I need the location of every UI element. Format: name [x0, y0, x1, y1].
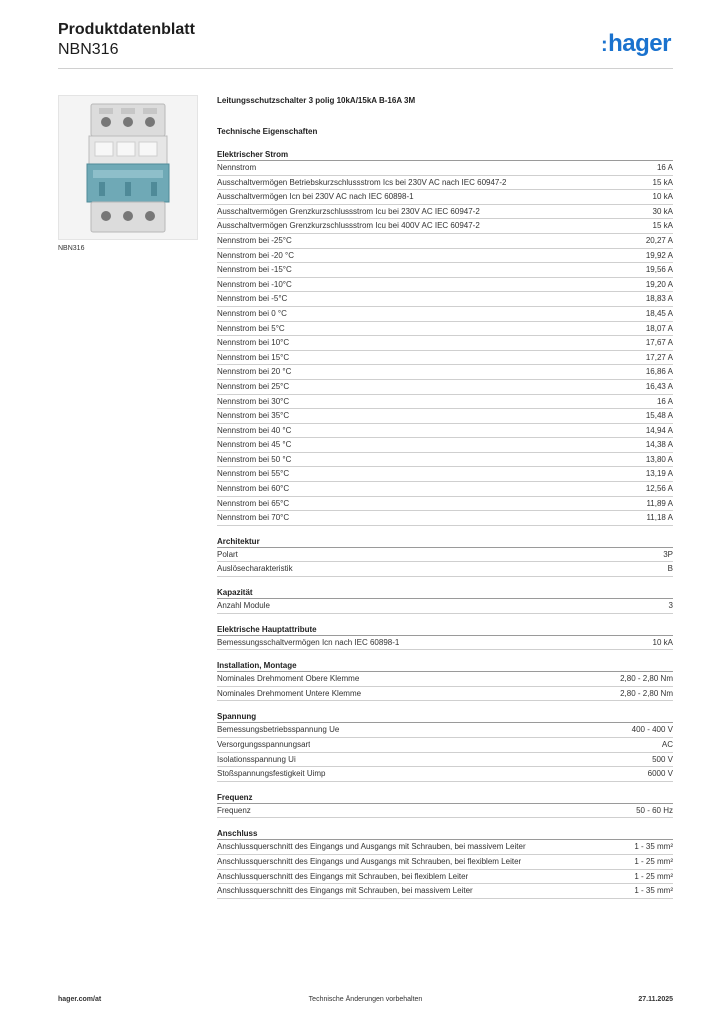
property-label: Nennstrom	[217, 163, 257, 172]
image-caption: NBN316	[58, 245, 85, 252]
property-label: Anzahl Module	[217, 601, 270, 611]
property-label: Nennstrom bei 60°C	[217, 484, 290, 494]
property-value: 14,38 A	[645, 440, 673, 450]
property-value: 19,20 A	[645, 279, 673, 289]
section-title: Spannung	[217, 711, 673, 723]
property-label: Anschlussquerschnitt des Eingangs und Ausgangs mit Schrauben, bei massivem Leiter	[217, 842, 526, 852]
property-row	[217, 599, 673, 614]
property-row	[217, 562, 673, 577]
property-label: Nennstrom bei 15°C	[217, 352, 290, 362]
property-label: Polart	[217, 549, 238, 559]
property-row	[217, 738, 673, 753]
property-row	[217, 855, 673, 870]
property-value: 400 - 400 V	[631, 725, 673, 735]
circuit-breaker-image	[59, 96, 197, 239]
property-row	[217, 176, 673, 191]
property-label: Anschlussquerschnitt des Eingangs mit Schrauben, bei flexiblem Leiter	[217, 871, 469, 881]
property-value: 16 A	[656, 163, 673, 172]
property-value: 19,56 A	[645, 265, 673, 275]
property-value: 10 kA	[652, 637, 673, 647]
property-value: 2,80 - 2,80 Nm	[620, 688, 673, 698]
property-value: 30 kA	[652, 206, 673, 216]
property-value: 16,86 A	[645, 367, 673, 377]
property-value: 13,19 A	[645, 469, 673, 479]
property-value: 17,27 A	[645, 352, 673, 362]
property-label: Nennstrom bei 5°C	[217, 323, 285, 333]
property-label: Frequenz	[217, 805, 251, 815]
hager-logo	[601, 30, 671, 58]
property-label: Nennstrom bei 65°C	[217, 498, 290, 508]
property-label: Ausschaltvermögen Grenzkurzschlussstrom Icu bei 230V AC IEC 60947-2	[217, 206, 480, 216]
property-label: Nennstrom bei -15°C	[217, 265, 292, 275]
properties-sections	[217, 149, 673, 899]
property-row	[217, 767, 673, 782]
property-value: 20,27 A	[645, 235, 673, 245]
section	[217, 149, 673, 526]
property-label: Stoßspannungsfestigkeit Uimp	[217, 769, 326, 779]
property-value: 10 kA	[652, 192, 673, 202]
property-row	[217, 307, 673, 322]
page-header	[58, 20, 673, 68]
section	[217, 587, 673, 614]
logo-dots-icon: :	[600, 34, 608, 56]
section-title: Elektrischer Strom	[217, 149, 673, 161]
property-label: Nominales Drehmoment Obere Klemme	[217, 674, 360, 684]
property-value: B	[667, 564, 673, 574]
property-row	[217, 263, 673, 278]
product-name: Leitungsschutzschalter 3 polig 10kA/15kA B-16A 3M	[217, 96, 416, 105]
property-label: Nennstrom bei 30°C	[217, 396, 290, 406]
property-row	[217, 351, 673, 366]
section-title: Installation, Montage	[217, 660, 673, 672]
property-label: Nennstrom bei 35°C	[217, 411, 290, 421]
document-title: Produktdatenblatt	[58, 21, 195, 38]
property-row	[217, 380, 673, 395]
property-value: 18,45 A	[645, 308, 673, 318]
property-value: 11,18 A	[646, 513, 673, 523]
property-row	[217, 884, 673, 899]
property-row	[217, 365, 673, 380]
property-value: 18,83 A	[645, 294, 673, 304]
property-row	[217, 804, 673, 819]
property-value: 1 - 35 mm²	[634, 842, 673, 852]
property-value: AC	[661, 740, 673, 749]
property-row	[217, 723, 673, 738]
property-value: 50 - 60 Hz	[636, 805, 673, 815]
property-row	[217, 205, 673, 220]
property-label: Nennstrom bei 10°C	[217, 338, 290, 348]
property-row	[217, 249, 673, 264]
section-title: Frequenz	[217, 792, 673, 804]
property-label: Nennstrom bei 45 °C	[217, 440, 292, 450]
property-row	[217, 234, 673, 249]
property-row	[217, 278, 673, 293]
footer-disclaimer: Technische Änderungen vorbehalten	[308, 996, 423, 1003]
property-label: Versorgungsspannungsart	[217, 740, 311, 749]
property-value: 16 A	[656, 396, 673, 406]
section	[217, 660, 673, 701]
property-row	[217, 636, 673, 651]
property-row	[217, 219, 673, 234]
property-row	[217, 511, 673, 526]
property-value: 12,56 A	[645, 484, 673, 494]
property-label: Bemessungsbetriebsspannung Ue	[217, 725, 340, 735]
property-row	[217, 322, 673, 337]
property-row	[217, 292, 673, 307]
footer-website: hager.com/at	[58, 996, 102, 1003]
property-label: Isolationsspannung Ui	[217, 754, 296, 764]
property-label: Bemessungsschaltvermögen Icn nach IEC 60898-1	[217, 637, 400, 647]
property-value: 1 - 25 mm²	[634, 856, 673, 866]
property-row	[217, 336, 673, 351]
property-value: 1 - 25 mm²	[634, 871, 673, 881]
property-value: 19,92 A	[645, 250, 673, 260]
property-value: 13,80 A	[645, 454, 673, 464]
property-row	[217, 840, 673, 855]
property-row	[217, 190, 673, 205]
property-label: Nennstrom bei 50 °C	[217, 454, 292, 464]
property-label: Nennstrom bei 40 °C	[217, 425, 292, 435]
section	[217, 536, 673, 577]
property-row	[217, 438, 673, 453]
property-value: 1 - 35 mm²	[634, 886, 673, 896]
section-title: Architektur	[217, 536, 673, 548]
property-value: 14,94 A	[645, 425, 673, 435]
technical-properties-heading: Technische Eigenschaften	[217, 127, 318, 136]
property-row	[217, 753, 673, 768]
product-image	[58, 95, 198, 240]
datasheet-content	[217, 96, 673, 909]
property-value: 3P	[663, 549, 673, 559]
property-label: Ausschaltvermögen Grenzkurzschlussstrom Icu bei 400V AC IEC 60947-2	[217, 221, 480, 231]
property-row	[217, 424, 673, 439]
property-label: Nennstrom bei -5°C	[217, 294, 288, 304]
header-divider	[58, 68, 673, 69]
property-row	[217, 467, 673, 482]
property-label: Nennstrom bei 70°C	[217, 513, 290, 523]
property-row	[217, 870, 673, 885]
property-value: 16,43 A	[645, 381, 673, 391]
section	[217, 828, 673, 898]
property-row	[217, 482, 673, 497]
property-row	[217, 409, 673, 424]
property-label: Auslösecharakteristik	[217, 564, 293, 574]
property-value: 2,80 - 2,80 Nm	[620, 674, 673, 684]
property-label: Anschlussquerschnitt des Eingangs mit Schrauben, bei massivem Leiter	[217, 886, 473, 896]
logo-text: hager	[608, 30, 671, 57]
section-title: Kapazität	[217, 587, 673, 599]
property-row	[217, 497, 673, 512]
property-value: 6000 V	[647, 769, 673, 779]
property-label: Ausschaltvermögen Icn bei 230V AC nach IEC 60898-1	[217, 192, 414, 202]
property-label: Nominales Drehmoment Untere Klemme	[217, 688, 362, 698]
property-row	[217, 687, 673, 702]
property-label: Nennstrom bei 0 °C	[217, 308, 287, 318]
property-value: 18,07 A	[645, 323, 673, 333]
section	[217, 624, 673, 651]
property-value: 15 kA	[652, 177, 673, 187]
property-label: Nennstrom bei 20 °C	[217, 367, 292, 377]
property-row	[217, 548, 673, 563]
section	[217, 711, 673, 781]
property-value: 15 kA	[652, 221, 673, 231]
property-label: Nennstrom bei -20 °C	[217, 250, 295, 260]
property-label: Nennstrom bei 25°C	[217, 381, 290, 391]
property-value: 3	[668, 601, 673, 611]
property-row	[217, 672, 673, 687]
property-value: 17,67 A	[645, 338, 673, 348]
property-row	[217, 161, 673, 176]
property-row	[217, 453, 673, 468]
section	[217, 792, 673, 819]
property-label: Anschlussquerschnitt des Eingangs und Ausgangs mit Schrauben, bei flexiblem Leiter	[217, 856, 522, 866]
property-label: Nennstrom bei 55°C	[217, 469, 290, 479]
property-row	[217, 395, 673, 410]
document-subtitle: NBN316	[58, 41, 119, 58]
property-label: Nennstrom bei -25°C	[217, 235, 292, 245]
property-label: Ausschaltvermögen Betriebskurzschlussstrom Ics bei 230V AC nach IEC 60947-2	[217, 177, 507, 187]
footer-date: 27.11.2025	[638, 996, 673, 1003]
section-title: Anschluss	[217, 828, 673, 840]
property-value: 15,48 A	[645, 411, 673, 421]
section-title: Elektrische Hauptattribute	[217, 624, 673, 636]
property-value: 11,89 A	[646, 498, 673, 508]
property-value: 500 V	[652, 754, 673, 764]
property-label: Nennstrom bei -10°C	[217, 279, 292, 289]
